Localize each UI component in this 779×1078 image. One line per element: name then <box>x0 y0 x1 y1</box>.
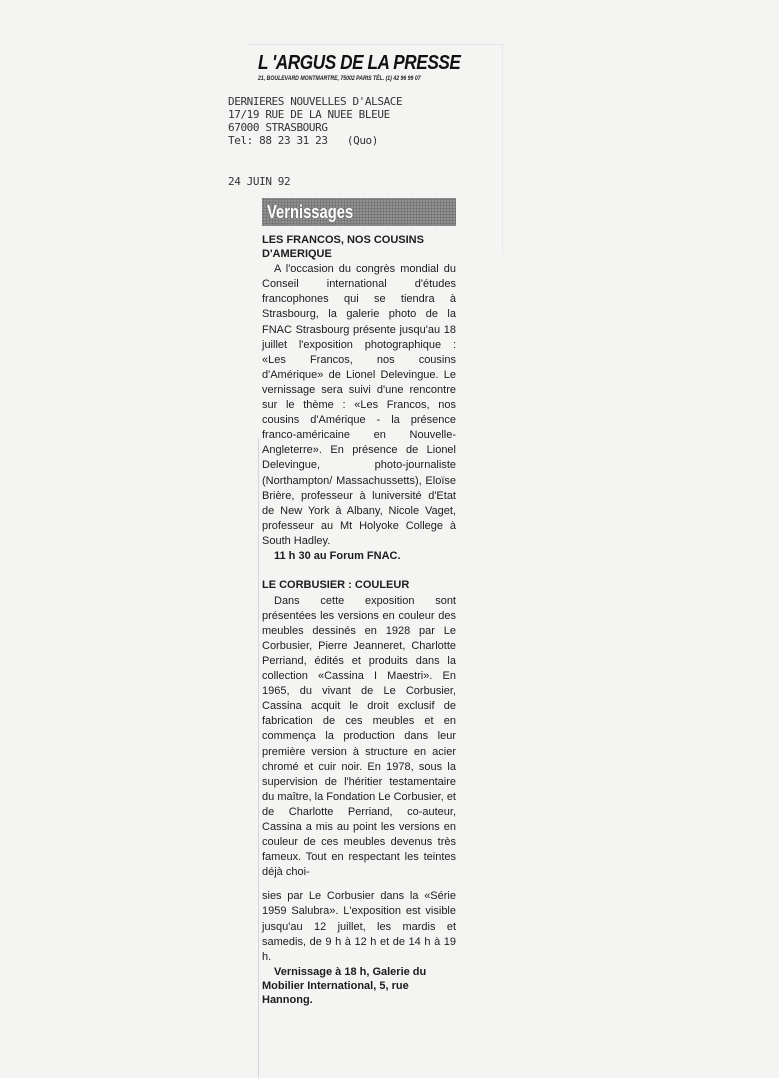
story-gap <box>262 563 456 579</box>
source-stamp <box>228 95 448 147</box>
story1-closing: 11 h 30 au Forum FNAC. <box>274 549 401 562</box>
story2-headline: LE CORBUSIER : COULEUR <box>262 578 410 591</box>
stamp-tel-row <box>228 134 378 147</box>
masthead <box>258 52 461 82</box>
stamp-publication: DERNIERES NOUVELLES D'ALSACE <box>228 95 403 108</box>
stamp-frequency: (Quo) <box>346 134 378 147</box>
stamp-tel: Tel: 88 23 31 23 <box>228 134 328 147</box>
story2-closing: Vernissage à 18 h, Galerie du Mobilier International, 5, rue Hannong. <box>262 965 427 1006</box>
section-banner <box>262 198 456 226</box>
story2-body: Dans cette exposition sont présentées les versions en couleur des meubles dessinés en 1928 par Le Corbusier, Pierre Jeanneret, Charlotte Perriand, édités et produits dans la collection «Cassina I Maestri». En 1965, du vivant de Le Corbusier, Cassina acquit le droit exclusif de fabrication de ces meubles et en commença la production dans leur première version à structure en acier chromé et cuir noir. En 1978, sous la supervision de l'héritier testamentaire du maître, la Fondation Le Corbusier, et de Charlotte Perriand, co-auteur, Cassina a mis au point les versions en couleur de ces meubles devenus très fameux. Tout en respectant les teintes déjà choi- <box>262 594 456 879</box>
page-top-edge <box>248 44 504 45</box>
page-right-edge <box>502 44 503 254</box>
story2-body-continued: sies par Le Corbusier dans la «Série 1959 Salubra». L'exposition est visible jusqu'au 12 juillet, les mardis et samedis, de 9 h à 12 h et de 14 h à 19 h. <box>262 890 456 963</box>
masthead-title: L 'ARGUS DE LA PRESSE <box>258 52 461 74</box>
masthead-address: 21, BOULEVARD MONTMARTRE, 75002 PARIS TÉL. (1) 42 96 99 07 <box>258 76 421 82</box>
story1-headline: LES FRANCOS, NOS COUSINS D'AMERIQUE <box>262 234 424 260</box>
section-title: Vernissages <box>267 201 354 222</box>
date-stamp: 24 JUIN 92 <box>228 175 291 188</box>
stamp-street: 17/19 RUE DE LA NUEE BLEUE <box>228 108 390 121</box>
column-break <box>262 880 456 889</box>
story1-body: A l'occasion du congrès mondial du Conseil international d'études francophones qui se tiendra à Strasbourg, la galerie photo de la FNAC Strasbourg présente jusqu'au 18 juillet l'exposition photographique : «Les Francos, nos cousins d'Amérique» de Lionel Delevingue. Le vernissage sera suivi d'une rencontre sur le thème : «Les Francos, nos cousins d'Amérique - la présence franco-américaine en Nouvelle-Angleterre». En présence de Lionel Delevingue, photo-journaliste (Northampton/ Massachussetts), Eloïse Brière, professeur à luniversité d'Etat de New York à Albany, Nicole Vaget, professeur au Mt Holyoke College à South Hadley. <box>262 263 456 547</box>
stamp-city: 67000 STRASBOURG <box>228 121 328 134</box>
column-rule <box>258 438 259 1078</box>
newspaper-clipping <box>262 198 456 1007</box>
